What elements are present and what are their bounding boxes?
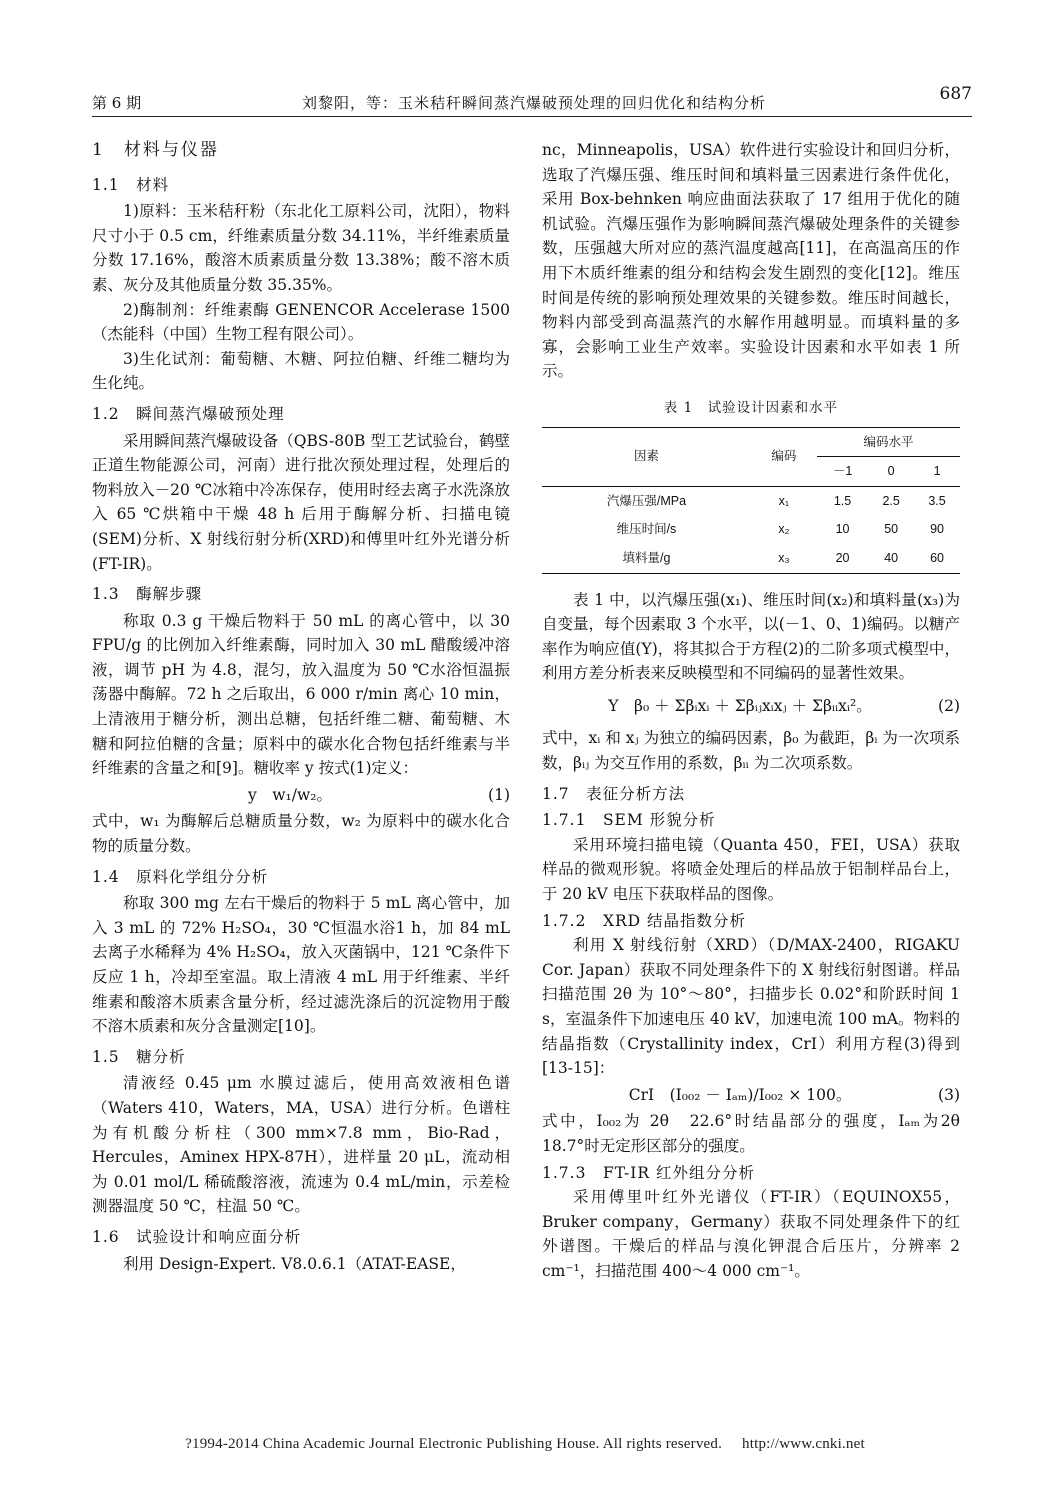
running-title: 刘黎阳，等：玉米秸秆瞬间蒸汽爆破预处理的回归优化和结构分析 <box>302 94 767 112</box>
copyright-text: ?1994-2014 China Academic Journal Electronic Publishing House. All rights reserved. <box>185 1436 723 1452</box>
table-cell: 填料量/g <box>622 550 671 565</box>
paragraph: 称取 300 mg 左右干燥后的物料于 5 mL 离心管中，加入 3 mL 的 72% H₂SO₄，30 ℃恒温水浴1 h，加 84 mL 去离子水稀释为 4% H₂SO₄，放入灭菌锅中，121 ℃条件下反应 1 h，冷却至室温。取上清液 4 mL 用于纤维素、半纤维素和酸溶木质素含量分析，经过滤洗涤后的沉淀物用于酸不溶木质素和灰分含量测定[10]。 <box>92 894 510 1036</box>
equation-body: Y β₀ ＋ Σβᵢxᵢ ＋ Σβᵢⱼxᵢxⱼ ＋ Σβᵢᵢxᵢ²。 <box>608 696 872 715</box>
paragraph: 采用环境扫描电镜（Quanta 450，FEI，USA）获取样品的微观形貌。将喷金处理后的样品放于铝制样品台上，于 20 kV 电压下获取样品的图像。 <box>542 835 960 904</box>
table-header: 编码 <box>751 427 817 486</box>
right-column <box>542 138 976 1284</box>
paragraph: 2)酶制剂：纤维素酶 GENENCOR Accelerase 1500（杰能科（中国）生物工程有限公司）。 <box>92 300 510 344</box>
table-row <box>542 544 960 573</box>
subsection-heading: 1.4 原料化学组分分析 <box>92 867 269 886</box>
paragraph: 式中，xᵢ 和 xⱼ 为独立的编码因素，β₀ 为截距，βᵢ 为一次项系数，βᵢⱼ 为交互作用的系数，βᵢᵢ 为二次项系数。 <box>542 729 960 773</box>
equation-number: (2) <box>938 696 960 715</box>
subsection-heading: 1.6 试验设计和响应面分析 <box>92 1227 302 1246</box>
equation-number: (3) <box>938 1085 960 1104</box>
subsubsection-heading: 1.7.1 SEM 形貌分析 <box>542 811 716 830</box>
table-row <box>542 515 960 544</box>
footer-url[interactable]: http://www.cnki.net <box>742 1436 865 1452</box>
table-cell: 60 <box>930 550 944 565</box>
equation-body: y w₁/w₂。 <box>248 785 332 804</box>
subsection-heading: 1.2 瞬间蒸汽爆破预处理 <box>92 404 285 423</box>
paragraph: 采用傅里叶红外光谱仪（FT-IR）（EQUINOX55，Bruker company，Germany）获取不同处理条件下的红外谱图。干燥后的样品与溴化钾混合后压片，分辨率 2 cm⁻¹，扫描范围 400～4 000 cm⁻¹。 <box>542 1188 960 1280</box>
paragraph: 利用 Design-Expert. V8.0.6.1（ATAT-EASE， <box>123 1254 466 1273</box>
subsection-heading: 1.7 表征分析方法 <box>542 784 686 803</box>
page-number: 687 <box>939 84 972 104</box>
subsection-heading: 1.3 酶解步骤 <box>92 585 203 604</box>
table-cell: 20 <box>835 550 850 565</box>
paragraph: 式中，I₀₀₂为 2θ 22.6°时结晶部分的强度，Iₐₘ为2θ 18.7°时无定形区部分的强度。 <box>542 1112 976 1155</box>
factor-level-table <box>542 427 960 574</box>
paragraph: 称取 0.3 g 干燥后物料于 50 mL 的离心管中，以 30 FPU/g 的比例加入纤维素酶，同时加入 30 mL 醋酸缓冲溶液，调节 pH 为 4.8，混匀，放入温度为 50 ℃水浴恒温振荡器中酶解。72 h 之后取出，6 000 r/min 离心 10 min，上清液用于糖分析，测出总糖，包括纤维二糖、葡萄糖、木糖和阿拉伯糖的含量；原料中的碳水化合物包括纤维素与半纤维素的含量之和[9]。糖收率 y 按式(1)定义： <box>92 611 510 778</box>
table-cell: 汽爆压强/MPa <box>606 493 687 508</box>
running-header <box>92 84 972 118</box>
paragraph: 清液经 0.45 μm 水膜过滤后，使用高效液相色谱（Waters 410，Waters，MA，USA）进行分析。色谱柱为有机酸分析柱（300 mm×7.8 mm，Bio-Rad，Hercules，Aminex HPX-87H），进样量 20 μL，流动相为 0.01 mol/L 稀硫酸溶液，流速为 0.4 mL/min，示差检测器温度 50 ℃，柱温 50 ℃。 <box>92 1074 510 1216</box>
equation-3 <box>542 1083 960 1108</box>
header-rule <box>92 116 972 117</box>
equation-2 <box>542 694 960 719</box>
table-cell: 40 <box>884 550 899 565</box>
table-row <box>542 486 960 515</box>
table-level-header: 1 <box>933 464 941 479</box>
subsubsection-heading: 1.7.3 FT-IR 红外组分分析 <box>542 1163 755 1182</box>
table-cell: 1.5 <box>833 493 852 508</box>
section-heading: 1 材料与仪器 <box>92 140 219 160</box>
paragraph: 1)原料：玉米秸秆粉（东北化工原料公司，沈阳），物料尺寸小于 0.5 cm，纤维素质量分数 34.11%，半纤维素质量分数 17.16%，酸溶木质素质量分数 13.38%；酸不溶木质素、灰分及其他质量分数 35.35%。 <box>92 202 510 294</box>
paragraph: 3)生化试剂：葡萄糖、木糖、阿拉伯糖、纤维二糖均为生化纯。 <box>92 349 510 393</box>
table-level-header: －1 <box>832 464 853 479</box>
table-cell: 50 <box>884 522 899 537</box>
equation-number: (1) <box>488 785 510 804</box>
table-cell: x₂ <box>778 522 790 537</box>
subsection-heading: 1.1 材料 <box>92 175 170 194</box>
table-header: 因素 <box>542 427 751 486</box>
table-header: 编码水平 <box>817 427 960 457</box>
left-column <box>92 138 510 1276</box>
table-level-header: 0 <box>887 464 895 479</box>
paragraph: nc，Minneapolis，USA）软件进行实验设计和回归分析，选取了汽爆压强、维压时间和填料量三因素进行条件优化，采用 Box-behnken 响应曲面法获取了 17 组用于优化的随机试验。汽爆压强作为影响瞬间蒸汽爆破处理条件的关键参数，压强越大所对应的蒸汽温度越高[11]，在高温高压的作用下木质纤维素的组分和结构会发生剧烈的变化[12]。维压时间是传统的影响预处理效果的关键参数。维压时间越长，物料内部受到高温蒸汽的水解作用越明显。而填料量的多寡，会影响工业生产效率。实验设计因素和水平如表 1 所示。 <box>542 141 960 381</box>
paragraph: 利用 X 射线衍射（XRD）（D/MAX-2400，RIGAKU Cor. Japan）获取不同处理条件下的 X 射线衍射图谱。样品扫描范围 2θ 为 10°～80°，扫描步长 0.02°和阶跃时间 1 s，室温条件下加速电压 40 kV，加速电流 100 mA。物料的结晶指数（Crystallinity index，CrI）利用方程(3)得到[13-15]： <box>542 936 960 1078</box>
table-cell: 2.5 <box>882 493 900 508</box>
paragraph: 采用瞬间蒸汽爆破设备（QBS-80B 型工艺试验台，鹤壁正道生物能源公司，河南）进行批次预处理过程，处理后的物料放入－20 ℃冰箱中冷冻保存，使用时经去离子水洗涤放入 65 ℃烘箱中干燥 48 h 后用于酶解分析、扫描电镜(SEM)分析、X 射线衍射分析(XRD)和傅里叶红外光谱分析(FT-IR)。 <box>92 431 510 573</box>
table-cell: 90 <box>930 522 944 537</box>
issue-number: 第 6 期 <box>92 94 142 112</box>
subsubsection-heading: 1.7.2 XRD 结晶指数分析 <box>542 911 746 930</box>
table-caption: 表 1 试验设计因素和水平 <box>663 399 839 416</box>
subsection-heading: 1.5 糖分析 <box>92 1047 186 1066</box>
equation-1 <box>92 783 510 808</box>
copyright-footer <box>0 1436 1050 1453</box>
table-cell: 10 <box>835 522 850 537</box>
table-cell: x₃ <box>778 550 790 565</box>
paragraph: 表 1 中，以汽爆压强(x₁)、维压时间(x₂)和填料量(x₃)为自变量，每个因素取 3 个水平，以(－1、0、1)编码。以糖产率作为响应值(Y)，将其拟合于方程(2)的二阶多项式模型中，利用方差分析表来反映模型和不同编码的显著性效果。 <box>542 590 960 683</box>
table-cell: 维压时间/s <box>616 522 677 537</box>
paragraph: 式中，w₁ 为酶解后总糖质量分数，w₂ 为原料中的碳水化合物的质量分数。 <box>92 812 510 856</box>
table-cell: 3.5 <box>928 493 946 508</box>
equation-body: CrI (I₀₀₂ － Iₐₘ)/I₀₀₂ × 100。 <box>628 1085 852 1104</box>
table-cell: x₁ <box>778 493 790 508</box>
